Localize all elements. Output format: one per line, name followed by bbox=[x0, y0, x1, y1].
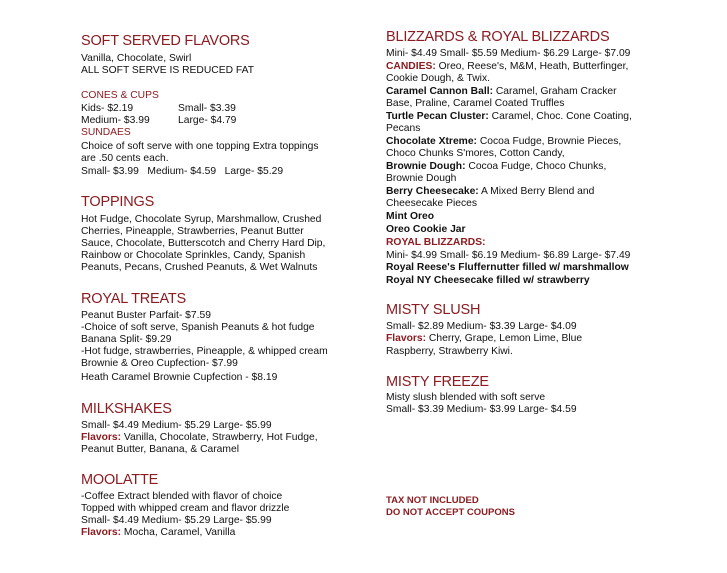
misty-freeze-desc: Misty slush blended with soft serve bbox=[386, 392, 546, 403]
tax-notice: TAX NOT INCLUDED bbox=[386, 495, 479, 506]
coupon-notice: DO NOT ACCEPT COUPONS bbox=[386, 507, 515, 518]
candies-text: Oreo, Reese's, M&M, Heath, Butterfinger, bbox=[435, 61, 629, 72]
blizzard-item-desc2: Choco Chunks S'mores, Cotton Candy, bbox=[386, 148, 565, 159]
royal-blizzard-item: Royal Reese's Fluffernutter filled w/ marshmallow bbox=[386, 262, 629, 273]
royal-treats-line: Heath Caramel Brownie Cupfection - $8.19 bbox=[81, 372, 278, 383]
misty-slush-flavors-label: Flavors: bbox=[386, 333, 427, 344]
royal-treats-line: Peanut Buster Parfait- $7.59 bbox=[81, 310, 211, 321]
candies-line1 bbox=[386, 61, 628, 73]
toppings-line: Hot Fudge, Chocolate Syrup, Marshmallow, Crushed bbox=[81, 214, 322, 225]
moolatte-title: MOOLATTE bbox=[81, 472, 159, 488]
mint-oreo: Mint Oreo bbox=[386, 211, 435, 222]
royal-treats-line: Brownie & Oreo Cupfection- $7.99 bbox=[81, 358, 238, 369]
blizzard-item bbox=[386, 186, 594, 198]
price-kids: Kids- $2.19 bbox=[81, 103, 134, 114]
candies-label: CANDIES: bbox=[386, 61, 436, 72]
moolatte-flavors bbox=[81, 527, 235, 539]
sundaes-prices: Small- $3.99 Medium- $4.59 Large- $5.29 bbox=[81, 166, 284, 177]
blizzard-item bbox=[386, 136, 621, 148]
royal-blizzard-item: Royal NY Cheesecake filled w/ strawberry bbox=[386, 275, 590, 286]
blizzard-item bbox=[386, 111, 632, 123]
soft-served-title: SOFT SERVED FLAVORS bbox=[81, 33, 250, 49]
toppings-line: Rainbow or Chocolate Sprinkles, Candy, Spanish bbox=[81, 250, 306, 261]
blizzard-item-name: Chocolate Xtreme: bbox=[386, 136, 477, 147]
price-small: Small- $3.39 bbox=[178, 103, 236, 114]
blizzard-item-name: Turtle Pecan Cluster: bbox=[386, 111, 489, 122]
blizzard-item-name: Caramel Cannon Ball: bbox=[386, 86, 493, 97]
blizzard-item bbox=[386, 86, 617, 98]
milkshakes-flavors-text: Vanilla, Chocolate, Strawberry, Hot Fudge, bbox=[121, 432, 318, 443]
soft-served-note: ALL SOFT SERVE IS REDUCED FAT bbox=[81, 65, 254, 76]
milkshakes-flavors-label: Flavors: bbox=[81, 432, 122, 443]
moolatte-flavors-label: Flavors: bbox=[81, 527, 122, 538]
misty-slush-flavors-line2: Raspberry, Strawberry Kiwi. bbox=[386, 346, 513, 357]
milkshakes-flavors-line1 bbox=[81, 432, 318, 444]
blizzard-item-name: Brownie Dough: bbox=[386, 161, 466, 172]
sundaes-label: SUNDAES bbox=[81, 127, 131, 138]
milkshakes-flavors-line2: Peanut Butter, Banana, & Caramel bbox=[81, 444, 239, 455]
price-large: Large- $4.79 bbox=[178, 115, 237, 126]
royal-treats-line: -Hot fudge, strawberries, Pineapple, & whipped cream bbox=[81, 346, 328, 357]
blizzard-item bbox=[386, 161, 606, 173]
moolatte-prices: Small- $4.49 Medium- $5.29 Large- $5.99 bbox=[81, 515, 272, 526]
blizzard-item-desc2: Cheesecake Pieces bbox=[386, 198, 478, 209]
misty-freeze-title: MISTY FREEZE bbox=[386, 374, 489, 390]
blizzard-item-desc2: Pecans bbox=[386, 123, 421, 134]
moolatte-desc-2: Topped with whipped cream and flavor drizzle bbox=[81, 503, 290, 514]
misty-slush-flavors-line1 bbox=[386, 333, 582, 345]
royal-blizzards-label: ROYAL BLIZZARDS: bbox=[386, 237, 486, 248]
sundaes-desc-1: Choice of soft serve with one topping Extra toppings bbox=[81, 141, 319, 152]
soft-served-flavors: Vanilla, Chocolate, Swirl bbox=[81, 53, 192, 64]
blizzard-item-desc2: Brownie Dough bbox=[386, 173, 457, 184]
blizzard-item-desc: Cocoa Fudge, Choco Chunks, bbox=[465, 161, 607, 172]
price-medium: Medium- $3.99 bbox=[81, 115, 150, 126]
royal-treats-title: ROYAL TREATS bbox=[81, 291, 187, 307]
blizzards-title: BLIZZARDS & ROYAL BLIZZARDS bbox=[386, 29, 610, 45]
toppings-title: TOPPINGS bbox=[81, 194, 155, 210]
royal-treats-line: Banana Split- $9.29 bbox=[81, 334, 172, 345]
blizzard-item-desc: A Mixed Berry Blend and bbox=[478, 186, 595, 197]
blizzard-item-name: Berry Cheesecake: bbox=[386, 186, 479, 197]
oreo-cookie-jar: Oreo Cookie Jar bbox=[386, 224, 466, 235]
toppings-line: Cherries, Pineapple, Strawberries, Peanut Butter bbox=[81, 226, 304, 237]
misty-slush-flavors-text: Cherry, Grape, Lemon Lime, Blue bbox=[426, 333, 583, 344]
blizzard-item-desc2: Base, Praline, Caramel Coated Truffles bbox=[386, 98, 565, 109]
misty-slush-title: MISTY SLUSH bbox=[386, 302, 481, 318]
toppings-line: Peanuts, Pecans, Crushed Peanuts, & Wet Walnuts bbox=[81, 262, 318, 273]
blizzard-item-desc: Caramel, Choc. Cone Coating, bbox=[488, 111, 632, 122]
blizzards-prices: Mini- $4.49 Small- $5.59 Medium- $6.29 Large- $7.09 bbox=[386, 48, 631, 59]
blizzard-item-desc: Cocoa Fudge, Brownie Pieces, bbox=[476, 136, 622, 147]
moolatte-desc-1: -Coffee Extract blended with flavor of choice bbox=[81, 491, 283, 502]
toppings-line: Sauce, Chocolate, Butterscotch and Cherry Hard Dip, bbox=[81, 238, 326, 249]
misty-freeze-prices: Small- $3.39 Medium- $3.99 Large- $4.59 bbox=[386, 404, 577, 415]
milkshakes-title: MILKSHAKES bbox=[81, 401, 172, 417]
royal-treats-line: -Choice of soft serve, Spanish Peanuts & hot fudge bbox=[81, 322, 315, 333]
milkshakes-prices: Small- $4.49 Medium- $5.29 Large- $5.99 bbox=[81, 420, 272, 431]
blizzard-item-desc: Caramel, Graham Cracker bbox=[493, 86, 617, 97]
candies-line2: Cookie Dough, & Twix. bbox=[386, 73, 490, 84]
misty-slush-prices: Small- $2.89 Medium- $3.39 Large- $4.09 bbox=[386, 321, 577, 332]
moolatte-flavors-text: Mocha, Caramel, Vanilla bbox=[121, 527, 236, 538]
royal-blizzards-prices: Mini- $4.99 Small- $6.19 Medium- $6.89 Large- $7.49 bbox=[386, 250, 631, 261]
sundaes-desc-2: are .50 cents each. bbox=[81, 153, 169, 164]
cones-cups-label: CONES & CUPS bbox=[81, 90, 159, 101]
